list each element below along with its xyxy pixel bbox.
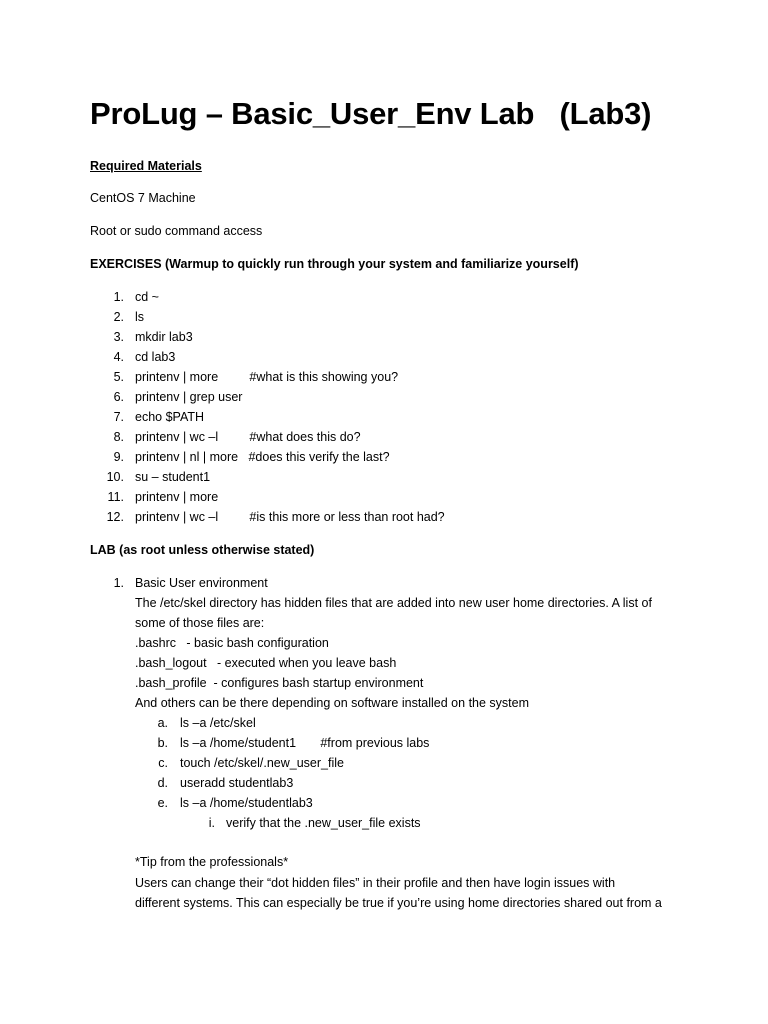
lab-item-title: Basic User environment <box>135 576 268 590</box>
sub-sub-item-number: i. <box>208 816 215 830</box>
list-item: printenv | more #what is this showing you? <box>135 370 399 384</box>
sub-item: ls –a /home/studentlab3 <box>180 796 313 810</box>
required-materials-heading: Required Materials <box>90 159 202 173</box>
list-item-number: 11. <box>107 490 124 504</box>
list-item: printenv | more <box>135 490 219 504</box>
list-item: cd lab3 <box>135 350 176 364</box>
list-item: printenv | nl | more #does this verify the last? <box>135 450 390 464</box>
lab-body-line: some of those files are: <box>135 616 265 630</box>
list-item-number: 6. <box>113 390 124 404</box>
exercises-heading: EXERCISES (Warmup to quickly run through your system and familiarize yourself) <box>90 257 579 271</box>
lab-body-line: The /etc/skel directory has hidden files that are added into new user home directories. A list of <box>135 596 652 610</box>
lab-body-line: .bash_logout - executed when you leave bash <box>135 656 397 670</box>
list-item: printenv | wc –l #what does this do? <box>135 430 361 444</box>
sub-item: ls –a /etc/skel <box>180 716 256 730</box>
list-item: mkdir lab3 <box>135 330 193 344</box>
sub-item-letter: a. <box>157 716 168 730</box>
sub-sub-item: verify that the .new_user_file exists <box>226 816 421 830</box>
tip-body-line: Users can change their “dot hidden files” in their profile and then have login issues with <box>135 876 616 890</box>
list-item-number: 8. <box>113 430 124 444</box>
list-item-number: 12. <box>106 510 124 524</box>
list-item-number: 9. <box>113 450 124 464</box>
list-item: printenv | wc –l #is this more or less than root had? <box>135 510 445 524</box>
list-item: ls <box>135 310 145 324</box>
sub-item: ls –a /home/student1 #from previous labs <box>180 736 430 750</box>
sub-item-letter: e. <box>157 796 168 810</box>
list-item: su – student1 <box>135 470 211 484</box>
list-item-number: 1. <box>113 576 124 590</box>
sub-item-letter: c. <box>158 756 168 770</box>
material-item: CentOS 7 Machine <box>90 191 196 205</box>
list-item-number: 2. <box>113 310 124 324</box>
lab-heading: LAB (as root unless otherwise stated) <box>90 543 315 557</box>
lab-body-line: .bashrc - basic bash configuration <box>135 636 329 650</box>
list-item: echo $PATH <box>135 410 205 424</box>
sub-item: touch /etc/skel/.new_user_file <box>180 756 344 770</box>
document-title: ProLug – Basic_User_Env Lab (Lab3) <box>90 96 652 131</box>
list-item-number: 7. <box>113 410 124 424</box>
sub-item-letter: d. <box>157 776 168 790</box>
list-item-number: 1. <box>113 290 124 304</box>
tip-body-line: different systems. This can especially be true if you’re using home directories shared out from a <box>135 896 662 910</box>
sub-item: useradd studentlab3 <box>180 776 294 790</box>
list-item: cd ~ <box>135 290 159 304</box>
list-item-number: 10. <box>106 470 124 484</box>
material-item: Root or sudo command access <box>90 224 263 238</box>
lab-body-line: .bash_profile - configures bash startup environment <box>135 676 424 690</box>
list-item-number: 3. <box>113 330 124 344</box>
tip-heading: *Tip from the professionals* <box>135 855 289 869</box>
list-item-number: 5. <box>113 370 124 384</box>
sub-item-letter: b. <box>157 736 168 750</box>
list-item-number: 4. <box>113 350 124 364</box>
lab-body-line: And others can be there depending on software installed on the system <box>135 696 530 710</box>
list-item: printenv | grep user <box>135 390 243 404</box>
